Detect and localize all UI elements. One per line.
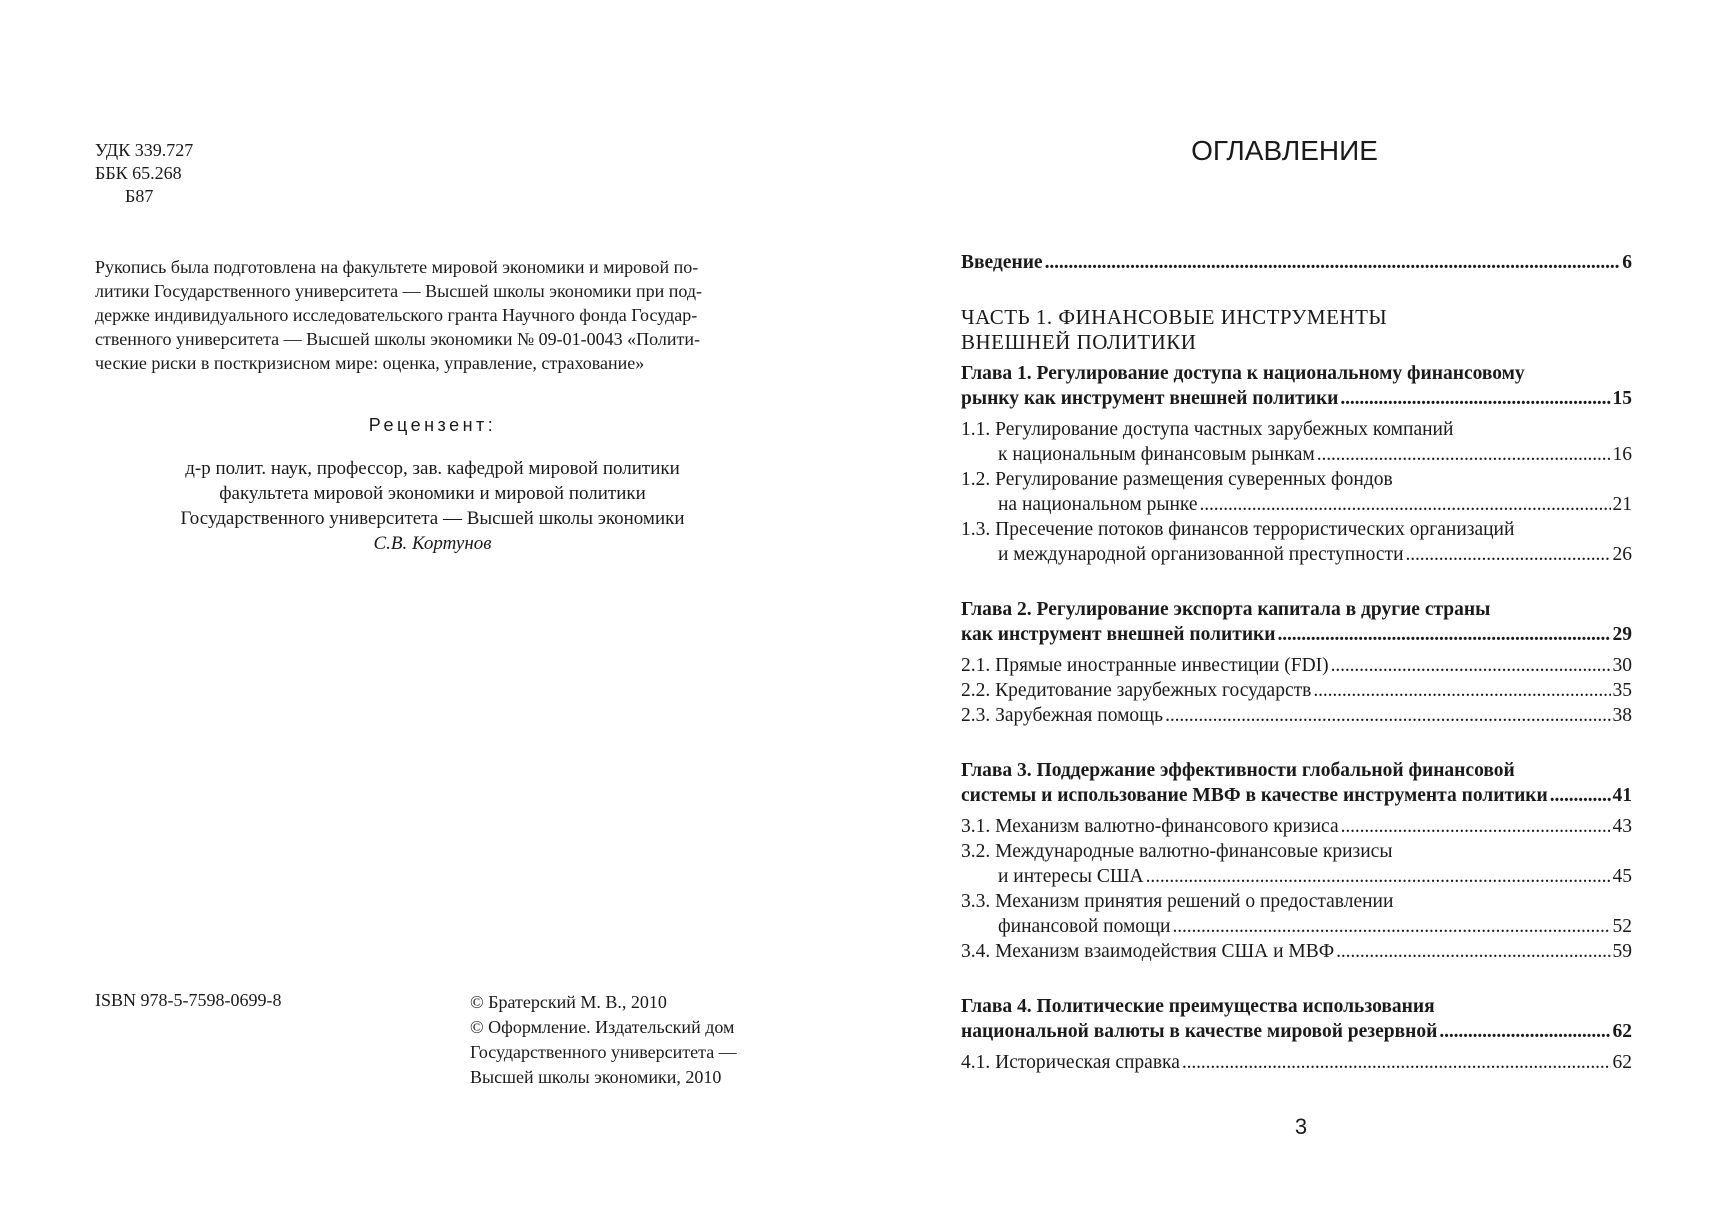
toc-entry-section-3-3[interactable] xyxy=(961,889,1632,939)
isbn: ISBN 978-5-7598-0699-8 xyxy=(95,990,282,1010)
leader-dots xyxy=(1340,386,1610,411)
leader-dots xyxy=(1278,622,1611,647)
leader-dots xyxy=(1331,653,1611,678)
toc-entry-section-3-2[interactable] xyxy=(961,839,1632,889)
reviewer-heading: Рецензент: xyxy=(368,415,497,435)
part-heading xyxy=(961,305,1632,355)
leader-dots xyxy=(1200,492,1611,517)
toc-label: 3.1. Механизм валютно-финансового кризиса xyxy=(961,816,1339,837)
toc-page: 29 xyxy=(1612,624,1632,645)
toc-page: 41 xyxy=(1612,785,1632,806)
toc-page: 62 xyxy=(1612,1052,1632,1073)
leader-dots xyxy=(1439,1019,1610,1044)
toc-page: 43 xyxy=(1612,816,1632,837)
toc-entry-section-4-1[interactable] xyxy=(961,1050,1632,1075)
toc-page: 35 xyxy=(1612,680,1632,701)
toc-page: 59 xyxy=(1612,941,1632,962)
leader-dots xyxy=(1550,783,1611,808)
udk-code: УДК 339.727 xyxy=(95,140,194,160)
toc-label: системы и использование МВФ в качестве инструмента политики xyxy=(961,785,1548,806)
toc-page: 45 xyxy=(1612,866,1632,887)
toc-page: 30 xyxy=(1612,655,1632,676)
toc-label: 1.3. Пресечение потоков финансов террористических организаций xyxy=(961,519,1515,540)
copyright-line: © Братерский М. В., 2010 xyxy=(470,992,667,1012)
toc-page: 6 xyxy=(1622,252,1632,273)
toc-label: 2.3. Зарубежная помощь xyxy=(961,705,1164,726)
toc-entry-intro[interactable] xyxy=(961,250,1632,275)
toc-label: к национальным финансовым рынкам xyxy=(998,444,1315,465)
manuscript-line: Рукопись была подготовлена на факультете мировой экономики и мировой по- xyxy=(95,257,699,277)
toc-label: Глава 3. Поддержание эффективности глобальной финансовой xyxy=(961,760,1515,781)
table-of-contents xyxy=(961,250,1632,1075)
toc-entry-section-1-3[interactable] xyxy=(961,517,1632,567)
toc-label: 2.2. Кредитование зарубежных государств xyxy=(961,680,1312,701)
toc-label: на национальном рынке xyxy=(998,494,1198,515)
manuscript-line: ственного университета — Высшей школы экономики № 09-01-0043 «Полити- xyxy=(95,329,701,349)
leader-dots xyxy=(1045,250,1621,275)
toc-entry-section-3-1[interactable] xyxy=(961,814,1632,839)
classification-codes xyxy=(95,139,193,208)
reviewer-line: факультета мировой экономики и мировой политики xyxy=(219,483,646,504)
toc-label: и интересы США xyxy=(998,866,1144,887)
leader-dots xyxy=(1406,542,1611,567)
toc-entry-section-3-4[interactable] xyxy=(961,939,1632,964)
manuscript-line: литики Государственного университета — Высшей школы экономики при под- xyxy=(95,281,703,301)
toc-page: 15 xyxy=(1612,388,1632,409)
reviewer-line: д-р полит. наук, профессор, зав. кафедрой мировой политики xyxy=(185,458,680,479)
toc-page: 26 xyxy=(1612,544,1632,565)
toc-label: Глава 4. Политические преимущества использования xyxy=(961,996,1435,1017)
reviewer-block xyxy=(95,415,770,556)
copyright-line: © Оформление. Издательский дом xyxy=(470,1017,735,1037)
left-page xyxy=(0,0,856,1211)
part-heading-line: ВНЕШНЕЙ ПОЛИТИКИ xyxy=(961,330,1197,354)
toc-entry-section-2-2[interactable] xyxy=(961,678,1632,703)
part-heading-line: ЧАСТЬ 1. ФИНАНСОВЫЕ ИНСТРУМЕНТЫ xyxy=(961,305,1388,329)
toc-title: ОГЛАВЛЕНИЕ xyxy=(1191,135,1378,166)
toc-page: 21 xyxy=(1612,494,1632,515)
copyright-line: Государственного университета — xyxy=(470,1042,737,1062)
manuscript-line: держке индивидуального исследовательского гранта Научного фонда Государ- xyxy=(95,305,698,325)
toc-label: 2.1. Прямые иностранные инвестиции (FDI) xyxy=(961,655,1329,676)
toc-label: Глава 1. Регулирование доступа к национальному финансовому xyxy=(961,363,1525,384)
toc-label: национальной валюты в качестве мировой резервной xyxy=(961,1021,1438,1042)
leader-dots xyxy=(1317,442,1611,467)
leader-dots xyxy=(1173,914,1611,939)
leader-dots xyxy=(1336,939,1610,964)
reviewer-line: Государственного университета — Высшей школы экономики xyxy=(180,508,685,529)
toc-label: Введение xyxy=(961,252,1043,273)
toc-page: 38 xyxy=(1612,705,1632,726)
toc-label: 1.1. Регулирование доступа частных зарубежных компаний xyxy=(961,419,1454,440)
leader-dots xyxy=(1146,864,1611,889)
toc-label: 1.2. Регулирование размещения суверенных фондов xyxy=(961,469,1393,490)
toc-entry-section-2-1[interactable] xyxy=(961,653,1632,678)
leader-dots xyxy=(1182,1050,1611,1075)
toc-entry-section-1-2[interactable] xyxy=(961,467,1632,517)
toc-page: 52 xyxy=(1612,916,1632,937)
toc-entry-section-1-1[interactable] xyxy=(961,417,1632,467)
toc-label: 4.1. Историческая справка xyxy=(961,1052,1180,1073)
manuscript-line: ческие риски в посткризисном мире: оценка, управление, страхование» xyxy=(95,353,645,373)
page-number: 3 xyxy=(1294,1114,1308,1139)
copyright-line: Высшей школы экономики, 2010 xyxy=(470,1067,722,1087)
toc-label: 3.2. Международные валютно-финансовые кризисы xyxy=(961,841,1393,862)
toc-entry-section-2-3[interactable] xyxy=(961,703,1632,728)
toc-label: 3.3. Механизм принятия решений о предоставлении xyxy=(961,891,1394,912)
toc-entry-chapter-4[interactable] xyxy=(961,994,1632,1044)
toc-page: 16 xyxy=(1612,444,1632,465)
bbk-code: ББК 65.268 xyxy=(95,163,182,183)
toc-page: 62 xyxy=(1612,1021,1632,1042)
toc-label: Глава 2. Регулирование экспорта капитала в другие страны xyxy=(961,599,1491,620)
toc-label: рынку как инструмент внешней политики xyxy=(961,388,1339,409)
manuscript-note xyxy=(95,255,770,375)
reviewer-name: С.В. Кортунов xyxy=(373,533,492,554)
toc-entry-chapter-1[interactable] xyxy=(961,361,1632,411)
toc-label: финансовой помощи xyxy=(998,916,1171,937)
toc-label: и международной организованной преступности xyxy=(998,544,1404,565)
toc-entry-chapter-3[interactable] xyxy=(961,758,1632,808)
leader-dots xyxy=(1313,678,1610,703)
copyright-block xyxy=(470,990,737,1090)
author-mark: Б87 xyxy=(125,186,154,206)
right-page xyxy=(856,0,1713,1211)
toc-label: 3.4. Механизм взаимодействия США и МВФ xyxy=(961,941,1335,962)
toc-label: как инструмент внешней политики xyxy=(961,624,1276,645)
leader-dots xyxy=(1165,703,1610,728)
toc-entry-chapter-2[interactable] xyxy=(961,597,1632,647)
leader-dots xyxy=(1341,814,1611,839)
